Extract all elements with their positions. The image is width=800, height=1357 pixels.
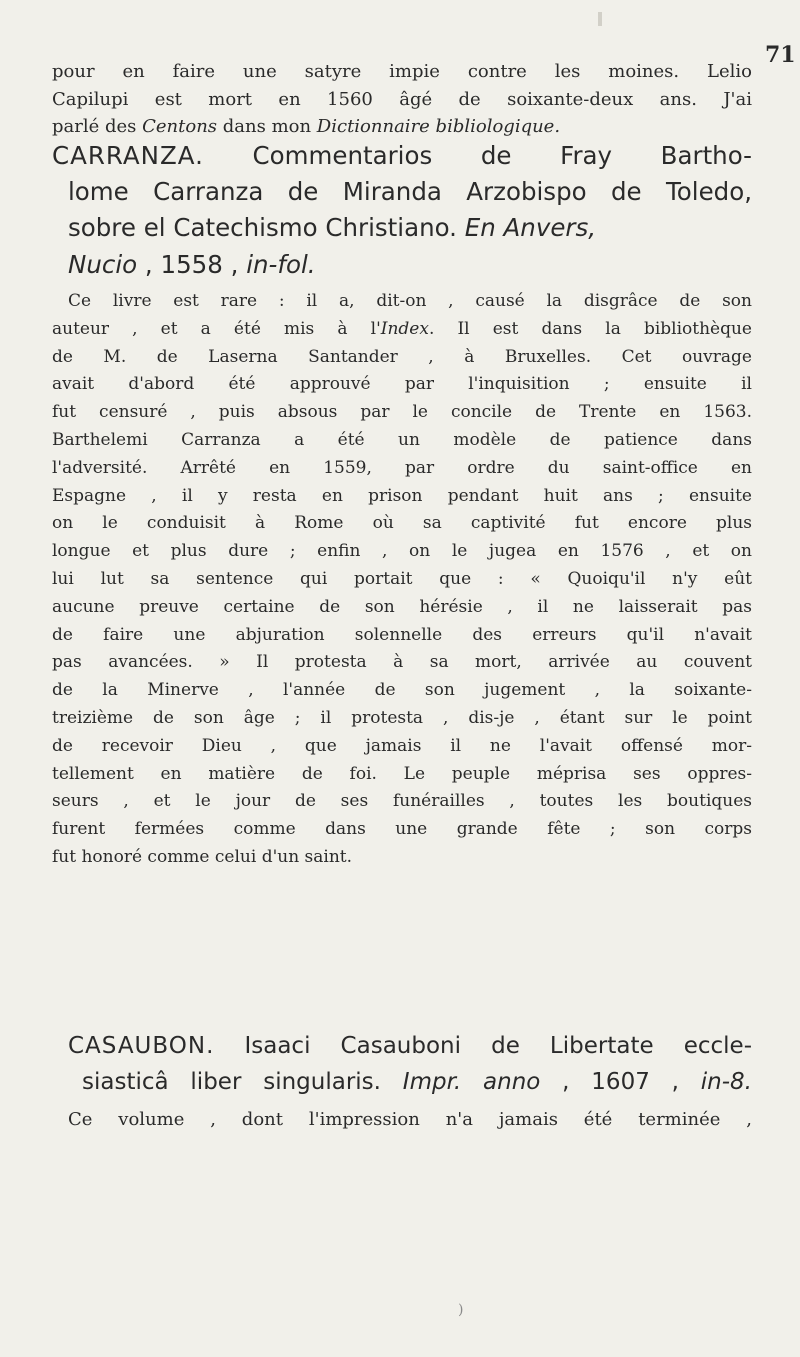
note-line: avait d'abord été approuvé par l'inquisition ; ensuite il: [52, 374, 752, 395]
entry-carranza: [52, 138, 752, 283]
entry-imprint-line: Nucio , 1558 , in-fol.: [68, 249, 316, 279]
note-line: longue et plus dure ; enfin , on le jugea en 1576 , et on: [52, 541, 752, 562]
note-line: fut censuré , puis absous par le concile de Trente en 1563.: [52, 402, 752, 423]
note-line: aucune preuve certaine de son hérésie , il ne laisserait pas: [52, 596, 752, 617]
entry-title-line: sobre el Catechismo Christiano. En Anvers,: [68, 213, 597, 243]
entry-title-line: lome Carranza de Miranda Arzobispo de Toledo,: [68, 177, 752, 207]
note-line: fut honoré comme celui d'un saint.: [52, 846, 353, 867]
note-line: treizième de son âge ; il protesta , dis-je , étant sur le point: [52, 707, 752, 728]
page-number: 71: [765, 42, 796, 68]
note-carranza: [52, 288, 752, 872]
note-line: de la Minerve , l'année de son jugement , la soixante-: [52, 680, 752, 701]
intro-line: parlé des Centons dans mon Dictionnaire bibliologique.: [52, 116, 561, 137]
stray-mark: ): [458, 1302, 464, 1318]
note-line: lui lut sa sentence qui portait que : « Quoiqu'il n'y eût: [52, 568, 752, 589]
note-casaubon: [52, 1106, 752, 1134]
intro-line: pour en faire une satyre impie contre les moines. Lelio: [52, 61, 752, 82]
note-line: furent fermées comme dans une grande fête ; son corps: [52, 819, 752, 840]
note-line: Espagne , il y resta en prison pendant huit ans ; ensuite: [52, 485, 752, 506]
note-line: seurs , et le jour de ses funérailles , toutes les boutiques: [52, 791, 752, 812]
entry-author: CARRANZA.: [52, 141, 204, 170]
note-line: auteur , et a été mis à l'Index. Il est dans la bibliothèque: [52, 318, 752, 339]
entry-casaubon: [52, 1028, 752, 1100]
note-line: l'adversité. Arrêté en 1559, par ordre du saint-office en: [52, 457, 752, 478]
intro-paragraph: [52, 58, 752, 141]
note-line: de recevoir Dieu , que jamais il ne l'avait offensé mor-: [52, 735, 752, 756]
note-line: Barthelemi Carranza a été un modèle de patience dans: [52, 429, 752, 450]
note-line: de faire une abjuration solennelle des erreurs qu'il n'avait: [52, 624, 752, 645]
entry-title-line: siasticâ liber singularis. Impr. anno , 1607 , in-8.: [82, 1069, 752, 1095]
note-line: Ce volume , dont l'impression n'a jamais été terminée ,: [68, 1109, 752, 1130]
entry-heading-line: CARRANZA. Commentarios de Fray Bartho-: [52, 141, 752, 170]
note-line: on le conduisit à Rome où sa captivité fut encore plus: [52, 513, 752, 534]
note-line: pas avancées. » Il protesta à sa mort, arrivée au couvent: [52, 652, 752, 673]
paper-speck: [598, 12, 602, 26]
entry-author: CASAUBON.: [68, 1033, 215, 1059]
note-line: de M. de Laserna Santander , à Bruxelles. Cet ouvrage: [52, 346, 752, 367]
note-line: Ce livre est rare : il a, dit-on , causé la disgrâce de son: [68, 291, 752, 311]
entry-heading-line: CASAUBON. Isaaci Casauboni de Libertate eccle-: [68, 1033, 752, 1059]
note-line: tellement en matière de foi. Le peuple méprisa ses oppres-: [52, 763, 752, 784]
intro-line: Capilupi est mort en 1560 âgé de soixante-deux ans. J'ai: [52, 88, 752, 110]
